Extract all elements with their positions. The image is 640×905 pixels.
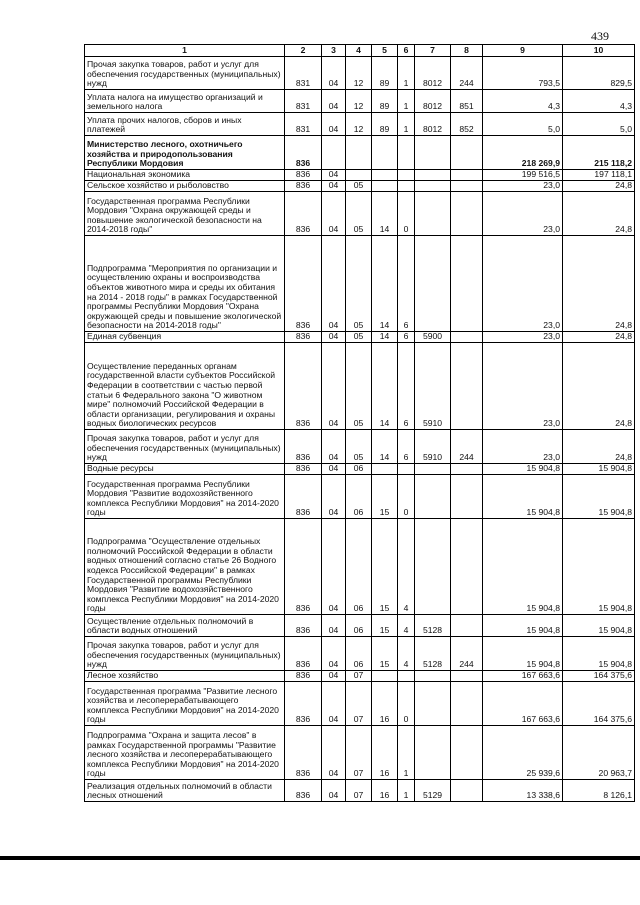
table-row bbox=[85, 332, 635, 343]
row-subsection-cell: 07 bbox=[346, 726, 372, 780]
row-amount-2016-cell: 829,5 bbox=[563, 57, 635, 90]
row-subsection-cell: 12 bbox=[346, 113, 372, 136]
row-amount-2016-cell: 4,3 bbox=[563, 90, 635, 113]
table-row bbox=[85, 637, 635, 671]
row-subsection-cell: 06 bbox=[346, 637, 372, 671]
row-subsection-cell: 07 bbox=[346, 780, 372, 802]
bottom-rule bbox=[0, 856, 640, 860]
table-row bbox=[85, 671, 635, 682]
row-name-cell: Государственная программа Республики Мордовия "Развитие водохозяйственного комплекса Республики Мордовия" на 2014-2020 годы bbox=[85, 475, 285, 519]
row-subsection-cell: 12 bbox=[346, 90, 372, 113]
row-amount-2015-cell: 23,0 bbox=[483, 181, 563, 192]
row-article-cell: 5910 bbox=[415, 430, 451, 464]
row-program-cell: 14 bbox=[372, 192, 398, 236]
row-article-cell: 5910 bbox=[415, 343, 451, 430]
row-section-cell: 04 bbox=[322, 475, 346, 519]
row-code-cell: 836 bbox=[285, 181, 322, 192]
row-name-cell: Осуществление отдельных полномочий в области водных отношений bbox=[85, 615, 285, 637]
row-code-cell: 836 bbox=[285, 332, 322, 343]
row-program-cell bbox=[372, 671, 398, 682]
row-subsection-cell: 06 bbox=[346, 519, 372, 615]
row-name-cell: Прочая закупка товаров, работ и услуг для обеспечения государственных (муниципальных) нужд bbox=[85, 637, 285, 671]
row-article-cell bbox=[415, 671, 451, 682]
row-subprogram-cell: 1 bbox=[398, 726, 415, 780]
row-subsection-cell: 06 bbox=[346, 615, 372, 637]
row-program-cell: 14 bbox=[372, 430, 398, 464]
row-code-cell: 836 bbox=[285, 170, 322, 181]
row-program-cell: 15 bbox=[372, 475, 398, 519]
row-type-cell: 851 bbox=[451, 90, 483, 113]
row-section-cell bbox=[322, 136, 346, 170]
row-program-cell: 15 bbox=[372, 615, 398, 637]
row-subsection-cell: 06 bbox=[346, 475, 372, 519]
row-subprogram-cell: 1 bbox=[398, 780, 415, 802]
row-program-cell: 15 bbox=[372, 519, 398, 615]
row-code-cell: 836 bbox=[285, 726, 322, 780]
row-amount-2016-cell: 24,8 bbox=[563, 181, 635, 192]
header-cell: 5 bbox=[372, 45, 398, 57]
header-cell: 9 bbox=[483, 45, 563, 57]
row-article-cell bbox=[415, 682, 451, 726]
row-subsection-cell: 06 bbox=[346, 464, 372, 475]
row-program-cell bbox=[372, 170, 398, 181]
row-article-cell: 8012 bbox=[415, 57, 451, 90]
row-type-cell bbox=[451, 332, 483, 343]
row-code-cell: 831 bbox=[285, 57, 322, 90]
row-type-cell bbox=[451, 236, 483, 332]
row-amount-2016-cell: 15 904,8 bbox=[563, 519, 635, 615]
row-article-cell: 8012 bbox=[415, 113, 451, 136]
row-amount-2016-cell: 5,0 bbox=[563, 113, 635, 136]
row-article-cell: 5900 bbox=[415, 332, 451, 343]
row-article-cell bbox=[415, 464, 451, 475]
row-program-cell bbox=[372, 181, 398, 192]
row-type-cell bbox=[451, 682, 483, 726]
row-program-cell: 89 bbox=[372, 57, 398, 90]
row-program-cell: 14 bbox=[372, 332, 398, 343]
row-amount-2015-cell: 4,3 bbox=[483, 90, 563, 113]
row-section-cell: 04 bbox=[322, 90, 346, 113]
row-name-cell: Прочая закупка товаров, работ и услуг для обеспечения государственных (муниципальных) нужд bbox=[85, 57, 285, 90]
row-article-cell bbox=[415, 236, 451, 332]
row-code-cell: 836 bbox=[285, 615, 322, 637]
row-amount-2016-cell: 20 963,7 bbox=[563, 726, 635, 780]
row-subsection-cell: 07 bbox=[346, 682, 372, 726]
row-amount-2016-cell: 197 118,1 bbox=[563, 170, 635, 181]
row-section-cell: 04 bbox=[322, 181, 346, 192]
row-name-cell: Подпрограмма "Охрана и защита лесов" в рамках Государственной программы "Развитие лесного хозяйства и лесоперерабатывающего комплекса Республики Мордовия" на 2014-2020 годы bbox=[85, 726, 285, 780]
row-code-cell: 831 bbox=[285, 113, 322, 136]
row-program-cell: 14 bbox=[372, 236, 398, 332]
row-type-cell bbox=[451, 726, 483, 780]
row-code-cell: 831 bbox=[285, 90, 322, 113]
header-cell: 4 bbox=[346, 45, 372, 57]
row-program-cell bbox=[372, 464, 398, 475]
header-cell: 8 bbox=[451, 45, 483, 57]
row-subsection-cell: 05 bbox=[346, 236, 372, 332]
row-subprogram-cell: 1 bbox=[398, 90, 415, 113]
row-type-cell bbox=[451, 780, 483, 802]
table-row bbox=[85, 519, 635, 615]
row-section-cell: 04 bbox=[322, 671, 346, 682]
row-amount-2015-cell: 23,0 bbox=[483, 236, 563, 332]
row-name-cell: Министерство лесного, охотничьего хозяйства и природопользования Республики Мордовия bbox=[85, 136, 285, 170]
row-program-cell: 89 bbox=[372, 113, 398, 136]
row-type-cell bbox=[451, 192, 483, 236]
row-name-cell: Реализация отдельных полномочий в области лесных отношений bbox=[85, 780, 285, 802]
header-cell: 6 bbox=[398, 45, 415, 57]
row-article-cell: 5128 bbox=[415, 637, 451, 671]
row-program-cell: 89 bbox=[372, 90, 398, 113]
row-name-cell: Уплата налога на имущество организаций и земельного налога bbox=[85, 90, 285, 113]
row-type-cell bbox=[451, 343, 483, 430]
row-section-cell: 04 bbox=[322, 170, 346, 181]
row-article-cell: 8012 bbox=[415, 90, 451, 113]
table-row bbox=[85, 780, 635, 802]
row-type-cell bbox=[451, 519, 483, 615]
row-section-cell: 04 bbox=[322, 615, 346, 637]
header-cell: 2 bbox=[285, 45, 322, 57]
header-cell: 10 bbox=[563, 45, 635, 57]
row-subsection-cell: 05 bbox=[346, 430, 372, 464]
row-amount-2015-cell: 218 269,9 bbox=[483, 136, 563, 170]
row-section-cell: 04 bbox=[322, 430, 346, 464]
row-amount-2016-cell: 24,8 bbox=[563, 430, 635, 464]
row-article-cell bbox=[415, 170, 451, 181]
header-cell: 3 bbox=[322, 45, 346, 57]
row-amount-2015-cell: 23,0 bbox=[483, 343, 563, 430]
row-section-cell: 04 bbox=[322, 682, 346, 726]
table-row bbox=[85, 57, 635, 90]
row-subprogram-cell bbox=[398, 671, 415, 682]
row-section-cell: 04 bbox=[322, 236, 346, 332]
row-subprogram-cell: 6 bbox=[398, 430, 415, 464]
row-subprogram-cell: 1 bbox=[398, 113, 415, 136]
row-amount-2015-cell: 23,0 bbox=[483, 430, 563, 464]
row-type-cell bbox=[451, 136, 483, 170]
row-name-cell: Подпрограмма "Мероприятия по организации и осуществлению охраны и воспроизводства объектов животного мира и среды их обитания на 2014 - 2018 годы" в рамках Государственной программы Республики Мордовия "Охрана окружающей среды и повышение экологической безопасности на 2014-2018 годы" bbox=[85, 236, 285, 332]
table-row bbox=[85, 113, 635, 136]
row-program-cell bbox=[372, 136, 398, 170]
row-subprogram-cell: 4 bbox=[398, 637, 415, 671]
row-amount-2016-cell: 24,8 bbox=[563, 192, 635, 236]
row-amount-2015-cell: 167 663,6 bbox=[483, 671, 563, 682]
row-subprogram-cell: 4 bbox=[398, 615, 415, 637]
row-section-cell: 04 bbox=[322, 192, 346, 236]
row-article-cell bbox=[415, 475, 451, 519]
row-amount-2016-cell: 15 904,8 bbox=[563, 615, 635, 637]
row-amount-2015-cell: 793,5 bbox=[483, 57, 563, 90]
row-amount-2015-cell: 15 904,8 bbox=[483, 464, 563, 475]
row-article-cell bbox=[415, 726, 451, 780]
row-subprogram-cell bbox=[398, 170, 415, 181]
row-article-cell bbox=[415, 192, 451, 236]
row-amount-2015-cell: 23,0 bbox=[483, 192, 563, 236]
row-program-cell: 14 bbox=[372, 343, 398, 430]
row-code-cell: 836 bbox=[285, 464, 322, 475]
header-cell: 1 bbox=[85, 45, 285, 57]
row-subsection-cell bbox=[346, 136, 372, 170]
row-code-cell: 836 bbox=[285, 519, 322, 615]
row-subprogram-cell bbox=[398, 464, 415, 475]
row-type-cell: 244 bbox=[451, 637, 483, 671]
row-type-cell bbox=[451, 671, 483, 682]
row-name-cell: Единая субвенция bbox=[85, 332, 285, 343]
table-row bbox=[85, 170, 635, 181]
row-name-cell: Национальная экономика bbox=[85, 170, 285, 181]
row-name-cell: Осуществление переданных органам государственной власти субъектов Российской Федерации в соответствии с частью первой статьи 6 Федерального закона "О животном мире" полномочий Российской Федерации в области организации, регулирования и охраны водных биологических ресурсов bbox=[85, 343, 285, 430]
row-amount-2015-cell: 23,0 bbox=[483, 332, 563, 343]
table-row bbox=[85, 430, 635, 464]
row-name-cell: Сельское хозяйство и рыболовство bbox=[85, 181, 285, 192]
row-type-cell: 244 bbox=[451, 57, 483, 90]
row-code-cell: 836 bbox=[285, 343, 322, 430]
table-row bbox=[85, 136, 635, 170]
row-program-cell: 16 bbox=[372, 682, 398, 726]
row-amount-2015-cell: 167 663,6 bbox=[483, 682, 563, 726]
row-code-cell: 836 bbox=[285, 671, 322, 682]
row-subprogram-cell: 6 bbox=[398, 332, 415, 343]
row-subprogram-cell bbox=[398, 136, 415, 170]
row-amount-2016-cell: 15 904,8 bbox=[563, 637, 635, 671]
row-section-cell: 04 bbox=[322, 332, 346, 343]
row-name-cell: Подпрограмма "Осуществление отдельных полномочий Российской Федерации в области водных отношений согласно статье 26 Водного кодекса Российской Федерации" в рамках Государственной программы Республики Мордовия "Развитие водохозяйственного комплекса Республики Мордовия" на 2014-2020 годы bbox=[85, 519, 285, 615]
row-code-cell: 836 bbox=[285, 192, 322, 236]
row-name-cell: Прочая закупка товаров, работ и услуг для обеспечения государственных (муниципальных) нужд bbox=[85, 430, 285, 464]
row-subsection-cell: 05 bbox=[346, 181, 372, 192]
table-header-row bbox=[85, 45, 635, 57]
row-section-cell: 04 bbox=[322, 519, 346, 615]
row-section-cell: 04 bbox=[322, 57, 346, 90]
row-amount-2016-cell: 215 118,2 bbox=[563, 136, 635, 170]
row-section-cell: 04 bbox=[322, 780, 346, 802]
row-code-cell: 836 bbox=[285, 682, 322, 726]
table-row bbox=[85, 615, 635, 637]
row-article-cell bbox=[415, 519, 451, 615]
row-type-cell bbox=[451, 181, 483, 192]
table-row bbox=[85, 343, 635, 430]
table-row bbox=[85, 236, 635, 332]
table-body bbox=[85, 57, 635, 802]
table-row bbox=[85, 90, 635, 113]
row-code-cell: 836 bbox=[285, 430, 322, 464]
row-amount-2016-cell: 8 126,1 bbox=[563, 780, 635, 802]
row-amount-2015-cell: 15 904,8 bbox=[483, 519, 563, 615]
row-section-cell: 04 bbox=[322, 464, 346, 475]
row-amount-2015-cell: 5,0 bbox=[483, 113, 563, 136]
row-article-cell: 5129 bbox=[415, 780, 451, 802]
row-name-cell: Уплата прочих налогов, сборов и иных платежей bbox=[85, 113, 285, 136]
row-article-cell bbox=[415, 181, 451, 192]
row-section-cell: 04 bbox=[322, 343, 346, 430]
row-amount-2016-cell: 15 904,8 bbox=[563, 464, 635, 475]
row-code-cell: 836 bbox=[285, 637, 322, 671]
row-code-cell: 836 bbox=[285, 136, 322, 170]
table-row bbox=[85, 475, 635, 519]
row-type-cell bbox=[451, 475, 483, 519]
row-amount-2015-cell: 199 516,5 bbox=[483, 170, 563, 181]
row-type-cell: 244 bbox=[451, 430, 483, 464]
row-amount-2015-cell: 15 904,8 bbox=[483, 475, 563, 519]
row-amount-2016-cell: 24,8 bbox=[563, 236, 635, 332]
row-program-cell: 15 bbox=[372, 637, 398, 671]
row-amount-2015-cell: 25 939,6 bbox=[483, 726, 563, 780]
row-section-cell: 04 bbox=[322, 726, 346, 780]
row-section-cell: 04 bbox=[322, 113, 346, 136]
table-row bbox=[85, 181, 635, 192]
budget-table bbox=[84, 44, 635, 802]
row-subprogram-cell: 6 bbox=[398, 343, 415, 430]
row-amount-2015-cell: 13 338,6 bbox=[483, 780, 563, 802]
table-row bbox=[85, 192, 635, 236]
row-name-cell: Водные ресурсы bbox=[85, 464, 285, 475]
table-row bbox=[85, 726, 635, 780]
row-subsection-cell: 05 bbox=[346, 332, 372, 343]
header-cell: 7 bbox=[415, 45, 451, 57]
row-subprogram-cell: 1 bbox=[398, 57, 415, 90]
row-name-cell: Государственная программа Республики Мордовия "Охрана окружающей среды и повышение экологической безопасности на 2014-2018 годы" bbox=[85, 192, 285, 236]
row-amount-2016-cell: 15 904,8 bbox=[563, 475, 635, 519]
row-article-cell bbox=[415, 136, 451, 170]
row-subsection-cell bbox=[346, 170, 372, 181]
row-section-cell: 04 bbox=[322, 637, 346, 671]
row-name-cell: Государственная программа "Развитие лесного хозяйства и лесоперерабатывающего комплекса Республики Мордовия" на 2014-2020 годы bbox=[85, 682, 285, 726]
row-name-cell: Лесное хозяйство bbox=[85, 671, 285, 682]
row-code-cell: 836 bbox=[285, 236, 322, 332]
row-type-cell bbox=[451, 615, 483, 637]
row-subprogram-cell bbox=[398, 181, 415, 192]
row-type-cell bbox=[451, 464, 483, 475]
row-subsection-cell: 12 bbox=[346, 57, 372, 90]
row-subprogram-cell: 0 bbox=[398, 475, 415, 519]
table-row bbox=[85, 682, 635, 726]
row-subprogram-cell: 4 bbox=[398, 519, 415, 615]
row-subsection-cell: 07 bbox=[346, 671, 372, 682]
row-subprogram-cell: 0 bbox=[398, 192, 415, 236]
row-subsection-cell: 05 bbox=[346, 343, 372, 430]
row-subsection-cell: 05 bbox=[346, 192, 372, 236]
row-program-cell: 16 bbox=[372, 726, 398, 780]
row-program-cell: 16 bbox=[372, 780, 398, 802]
page-number: 439 bbox=[591, 29, 609, 43]
row-code-cell: 836 bbox=[285, 780, 322, 802]
row-article-cell: 5128 bbox=[415, 615, 451, 637]
row-amount-2015-cell: 15 904,8 bbox=[483, 637, 563, 671]
row-type-cell bbox=[451, 170, 483, 181]
row-amount-2016-cell: 24,8 bbox=[563, 332, 635, 343]
row-amount-2016-cell: 164 375,6 bbox=[563, 671, 635, 682]
row-subprogram-cell: 6 bbox=[398, 236, 415, 332]
row-amount-2015-cell: 15 904,8 bbox=[483, 615, 563, 637]
row-code-cell: 836 bbox=[285, 475, 322, 519]
row-amount-2016-cell: 24,8 bbox=[563, 343, 635, 430]
row-subprogram-cell: 0 bbox=[398, 682, 415, 726]
row-amount-2016-cell: 164 375,6 bbox=[563, 682, 635, 726]
row-type-cell: 852 bbox=[451, 113, 483, 136]
table-row bbox=[85, 464, 635, 475]
